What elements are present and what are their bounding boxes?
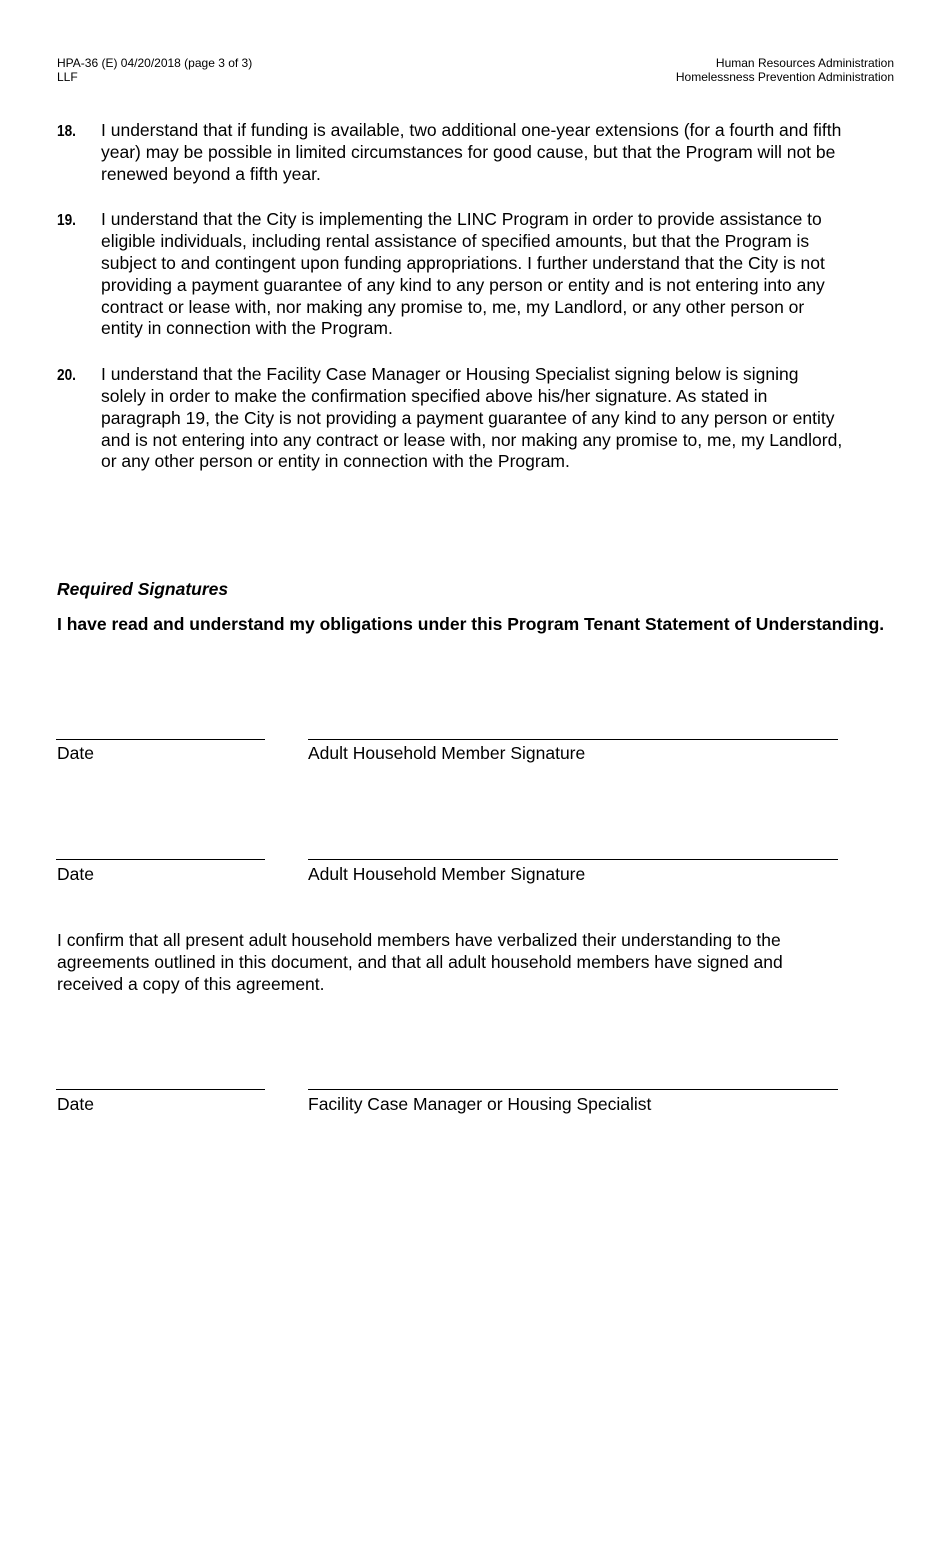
date-line-2[interactable] xyxy=(56,859,265,860)
signer-label-2: Adult Household Member Signature xyxy=(308,864,586,884)
clause-text: I understand that the Facility Case Manager or Housing Specialist signing below is signing solely in order to make the confirmation specified above his/her signature. As stated in paragraph 19, the City is not providing a payment guarantee of any kind to any person or entity and is not entering into any contract or lease with, nor making any promise to, me, my Landlord, or any other person or entity in connection with the Program. xyxy=(101,364,843,472)
signature-line-3[interactable] xyxy=(308,1089,838,1090)
form-header-right xyxy=(676,56,894,84)
division-name: Homelessness Prevention Administration xyxy=(675,70,894,84)
clause-20 xyxy=(57,364,897,473)
clause-number: 20. xyxy=(57,367,76,385)
date-label-3: Date xyxy=(57,1094,94,1114)
numbered-clauses xyxy=(57,120,897,497)
signer-label-1: Adult Household Member Signature xyxy=(308,743,586,763)
clause-text: I understand that if funding is available, two additional one-year extensions (for a fourth and fifth year) may be possible in limited circumstances for good cause, but that the Program will not be renewed beyond a fifth year. xyxy=(101,120,842,184)
date-line-3[interactable] xyxy=(56,1089,265,1090)
clause-number: 19. xyxy=(57,212,76,230)
date-line-1[interactable] xyxy=(56,739,265,740)
clause-18 xyxy=(57,120,897,185)
clause-text: I understand that the City is implementing the LINC Program in order to provide assistance to eligible individuals, including rental assistance of specified amounts, but that the Program is subject to and contingent upon funding appropriations. I further understand that the City is not providing a payment guarantee of any kind to any person or entity and is not entering into any contract or lease with, nor making any promise to, me, my Landlord, or any other person or entity in connection with the Program. xyxy=(101,209,825,339)
agency-name: Human Resources Administration xyxy=(715,56,894,70)
obligations-statement: I have read and understand my obligations under this Program Tenant Statement of Understanding. xyxy=(57,614,885,634)
date-label-1: Date xyxy=(57,743,94,763)
signature-line-1[interactable] xyxy=(308,739,838,740)
signatures-heading: Required Signatures xyxy=(57,579,229,599)
confirmation-statement: I confirm that all present adult household members have verbalized their understanding to the agreements outlined in this document, and that all adult household members have signed and received a copy of this agreement. xyxy=(57,930,783,994)
form-code: LLF xyxy=(57,70,78,84)
signature-line-2[interactable] xyxy=(308,859,838,860)
form-id: HPA-36 (E) 04/20/2018 (page 3 of 3) xyxy=(57,56,253,70)
date-label-2: Date xyxy=(57,864,94,884)
signer-label-3: Facility Case Manager or Housing Specialist xyxy=(308,1094,652,1114)
clause-19 xyxy=(57,209,897,340)
clause-number: 18. xyxy=(57,123,76,140)
form-header-left xyxy=(57,56,252,84)
